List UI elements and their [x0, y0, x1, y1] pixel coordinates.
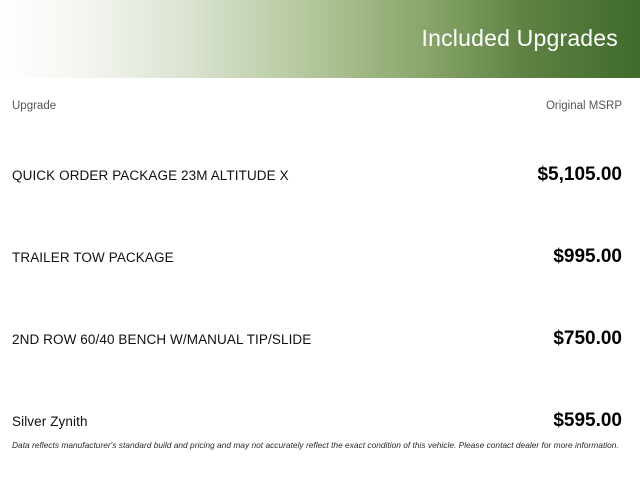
upgrade-name: 2ND ROW 60/40 BENCH W/MANUAL TIP/SLIDE	[12, 331, 312, 347]
table-row	[0, 134, 640, 216]
upgrade-price: $750.00	[553, 328, 622, 349]
upgrade-price: $5,105.00	[537, 164, 622, 185]
upgrade-name: Silver Zynith	[12, 413, 88, 429]
upgrade-price: $595.00	[553, 410, 622, 431]
column-header-original-msrp: Original MSRP	[545, 100, 622, 112]
disclaimer-text: Data reflects manufacturer's standard build and pricing and may not accurately reflect the exact condition of this vehicle. Please contact dealer for more information.	[12, 440, 619, 450]
upgrade-price: $995.00	[553, 246, 622, 267]
upgrade-name: QUICK ORDER PACKAGE 23M ALTITUDE X	[12, 167, 289, 183]
upgrade-name: TRAILER TOW PACKAGE	[12, 249, 174, 265]
upgrades-list	[0, 134, 640, 462]
page-title: Included Upgrades	[421, 24, 618, 51]
column-header-upgrade: Upgrade	[12, 100, 57, 112]
table-row	[0, 298, 640, 380]
page-header-banner	[0, 0, 640, 78]
table-row	[0, 216, 640, 298]
table-column-headers	[0, 78, 640, 134]
